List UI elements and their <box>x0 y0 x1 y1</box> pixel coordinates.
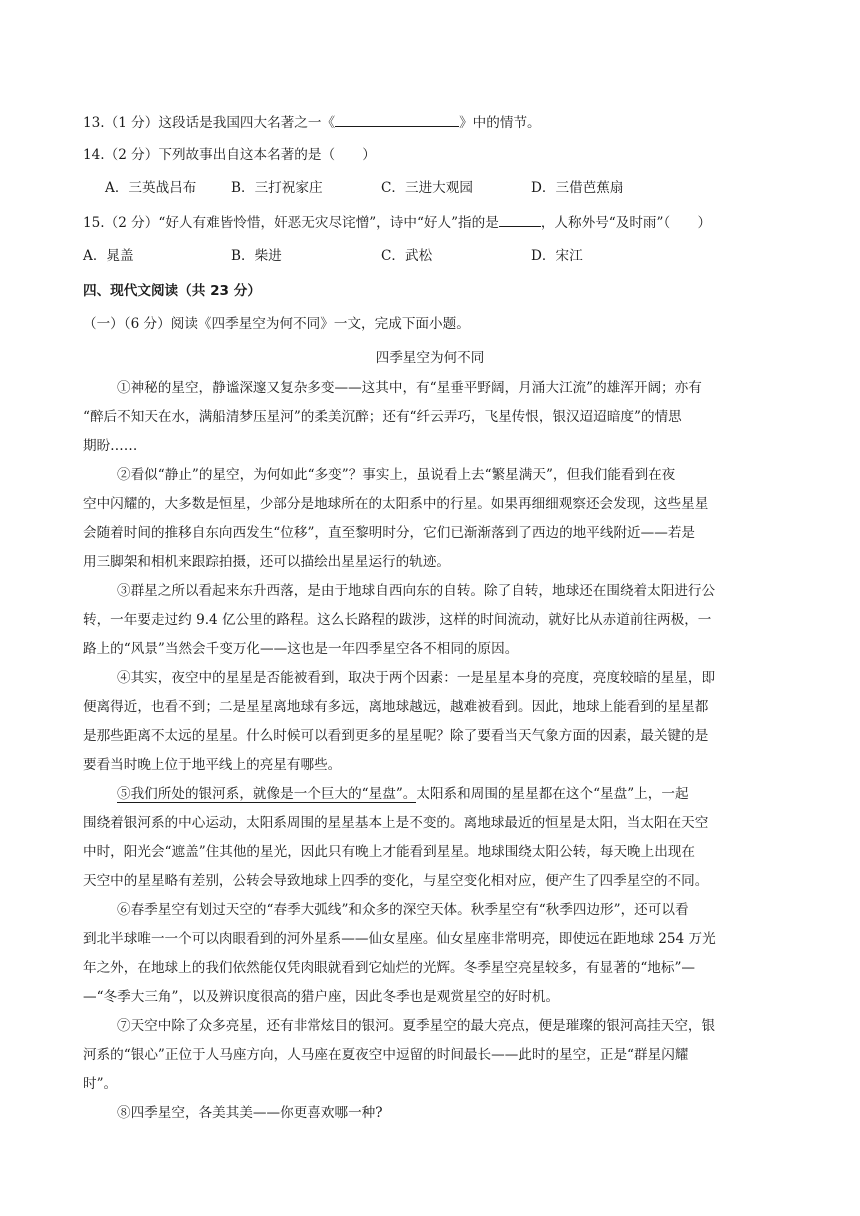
question-15-stem <box>83 212 711 233</box>
paragraph-1-line: ①神秘的星空，静谧深邃又复杂多变——这其中，有“星垂平野阔，月涌大江流”的雄浑开阔；亦有 <box>117 380 702 396</box>
q14-option-c[interactable]: C．三进大观园 <box>381 180 473 196</box>
paragraph-2-line: 会随着时间的推移自东向西发生“位移”，直至黎明时分，它们已渐渐落到了西边的地平线附近——若是 <box>83 525 696 541</box>
q14-option-a[interactable]: A．三英战吕布 <box>105 180 197 196</box>
paragraph-4-line: ④其实，夜空中的星星是否能被看到，取决于两个因素：一是星星本身的亮度，亮度较暗的星星，即 <box>117 670 716 686</box>
q14-option-d[interactable]: D．三借芭蕉扇 <box>531 180 624 196</box>
paragraph-3-line: 路上的“风景”当然会千变万化——这也是一年四季星空各不相同的原因。 <box>83 641 519 657</box>
question-14-stem: 14.（2 分）下列故事出自这本名著的是（ ） <box>83 147 376 163</box>
part-1-instruction: （一）（6 分）阅读《四季星空为何不同》一文，完成下面小题。 <box>83 316 470 332</box>
q15-stem-b: ，人称外号“及时雨”（ ） <box>540 215 712 231</box>
paragraph-6-line: —“冬季大三角”，以及辨识度很高的猎户座，因此冬季也是观赏星空的好时机。 <box>83 989 560 1005</box>
paragraph-7-line: ⑦天空中除了众多亮星，还有非常炫目的银河。夏季星空的最大亮点，便是璀璨的银河高挂天空，银 <box>117 1018 716 1034</box>
paragraph-5-rest: 太阳系和周围的星星都在这个“星盘”上，一起 <box>416 786 689 802</box>
q13-suffix: 》中的情节。 <box>459 115 541 131</box>
paragraph-6-line: 到北半球唯一一个可以肉眼看到的河外星系——仙女星座。仙女星座非常明亮，即使远在距地球 254 万光 <box>83 931 716 947</box>
paragraph-4-line: 是那些距离不太远的星星。什么时候可以看到更多的星星呢？除了要看当天气象方面的因素，最关键的是 <box>83 728 709 744</box>
q15-option-a[interactable]: A．晁盖 <box>83 248 134 264</box>
question-15-options <box>83 246 783 266</box>
paragraph-5-first-line <box>117 784 689 804</box>
article-title: 四季星空为何不同 <box>375 350 485 366</box>
paragraph-7-line: 时”。 <box>83 1076 118 1092</box>
paragraph-3-line: 转，一年要走过约 9.4 亿公里的路程。这么长路程的跋涉，这样的时间流动，就好比从赤道前往两极，一 <box>83 612 712 628</box>
paragraph-4-line: 要看当时晚上位于地平线上的亮星有哪些。 <box>83 757 342 773</box>
paragraph-2-line: 空中闪耀的，大多数是恒星，少部分是地球所在的太阳系中的行星。如果再细细观察还会发现，这些星星 <box>83 496 709 512</box>
paragraph-1-line: 期盼…… <box>83 438 138 454</box>
paragraph-3-line: ③群星之所以看起来东升西落，是由于地球自西向东的自转。除了自转，地球还在围绕着太阳进行公 <box>117 583 716 599</box>
q15-option-b[interactable]: B．柴进 <box>231 248 282 264</box>
q15-option-d[interactable]: D．宋江 <box>531 248 583 264</box>
q13-answer-blank[interactable] <box>335 112 459 127</box>
paragraph-5-line: 围绕着银河系的中心运动，太阳系周围的星星基本上是不变的。离地球最近的恒星是太阳，当太阳在天空 <box>83 815 709 831</box>
paragraph-6-line: ⑥春季星空有划过天空的“春季大弧线”和众多的深空天体。秋季星空有“秋季四边形”，还可以看 <box>117 902 689 918</box>
q15-answer-blank[interactable] <box>499 212 541 227</box>
paragraph-8: ⑧四季星空，各美其美——你更喜欢哪一种? <box>117 1105 383 1121</box>
paragraph-2-line: 用三脚架和相机来跟踪拍摄，还可以描绘出星星运行的轨迹。 <box>83 554 451 570</box>
paragraph-7-line: 河系的“银心”正位于人马座方向，人马座在夏夜空中逗留的时间最长——此时的星空，正是“群星闪耀 <box>83 1047 689 1063</box>
paragraph-6-line: 年之外，在地球上的我们依然能仅凭肉眼就看到它灿烂的光辉。冬季星空亮星较多，有显著的“地标”— <box>83 960 696 976</box>
question-13 <box>83 112 541 133</box>
paragraph-4-line: 便离得近，也看不到；二是星星离地球有多远，离地球越远，越难被看到。因此，地球上能看到的星星都 <box>83 699 709 715</box>
paragraph-1-line: “醉后不知天在水，满船清梦压星河”的柔美沉醉；还有“纤云弄巧，飞星传恨，银汉迢迢暗度”的情思 <box>83 409 682 425</box>
question-14-options <box>83 178 783 198</box>
paragraph-5-line: 天空中的星星略有差别，公转会导致地球上四季的变化，与星空变化相对应，便产生了四季星空的不同。 <box>83 873 709 889</box>
paragraph-2-line: ②看似“静止”的星空，为何如此“多变”？事实上，虽说看上去“繁星满天”，但我们能看到在夜 <box>117 467 676 483</box>
q14-option-b[interactable]: B．三打祝家庄 <box>231 180 323 196</box>
underlined-sentence: ⑤我们所处的银河系，就像是一个巨大的“星盘”。 <box>117 786 417 802</box>
q15-stem-a: 15.（2 分）“好人有难皆怜惜，奸恶无灾尽诧憎”，诗中“好人”指的是 <box>83 215 499 231</box>
paragraph-5-line: 中时，阳光会“遮盖”住其他的星光，因此只有晚上才能看到星星。地球围绕太阳公转，每天晚上出现在 <box>83 844 696 860</box>
q15-option-c[interactable]: C．武松 <box>381 248 433 264</box>
section-4-heading: 四、现代文阅读（共 23 分） <box>83 283 261 299</box>
q13-prefix: 13.（1 分）这段话是我国四大名著之一《 <box>83 115 336 131</box>
